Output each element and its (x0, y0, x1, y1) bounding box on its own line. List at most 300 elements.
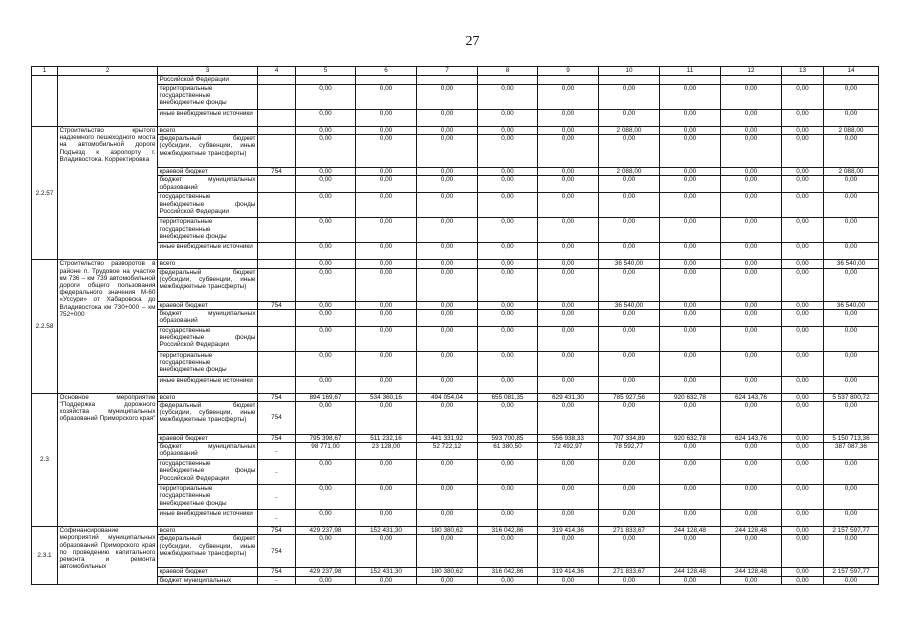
amount-cell: 2 157 597,77 (824, 527, 879, 535)
amount-cell: 0,00 (824, 135, 879, 168)
amount-cell: 0,00 (660, 485, 721, 510)
amount-cell: 0,00 (599, 460, 660, 485)
amount-cell: 0,00 (538, 309, 599, 326)
amount-cell: 316 042,86 (478, 527, 538, 535)
amount-cell: 0,00 (824, 485, 879, 510)
amount-cell: 0,00 (296, 135, 356, 168)
amount-cell: 0,00 (296, 301, 356, 309)
column-number-2: 2 (58, 67, 158, 76)
amount-cell: 0,00 (417, 301, 478, 309)
amount-cell: 0,00 (356, 218, 417, 243)
amount-cell: 556 938,33 (538, 435, 599, 443)
amount-cell: 0,00 (782, 168, 824, 176)
amount-cell: 0,00 (782, 193, 824, 218)
amount-cell: 0,00 (721, 193, 782, 218)
amount-cell: 0,00 (599, 576, 660, 584)
amount-cell: 0,00 (782, 443, 824, 460)
amount-cell: 0,00 (660, 402, 721, 435)
column-number-row (32, 67, 879, 76)
budget-code: 754 (258, 535, 296, 568)
table-row (32, 218, 879, 243)
budget-code (258, 218, 296, 243)
amount-cell: 0,00 (478, 309, 538, 326)
amount-cell: 0,00 (538, 326, 599, 351)
table-row (32, 510, 879, 527)
amount-cell: 0,00 (782, 376, 824, 393)
amount-cell: 0,00 (538, 260, 599, 268)
amount-cell: 0,00 (721, 176, 782, 193)
amount-cell: 0,00 (296, 402, 356, 435)
amount-cell: 0,00 (538, 110, 599, 127)
amount-cell: 0,00 (599, 193, 660, 218)
amount-cell: 0,00 (660, 260, 721, 268)
amount-cell: 0,00 (660, 535, 721, 568)
amount-cell: 0,00 (296, 168, 356, 176)
budget-code: - (258, 510, 296, 527)
budget-code (258, 176, 296, 193)
column-number-13: 13 (782, 67, 824, 76)
amount-cell: 0,00 (296, 85, 356, 110)
amount-cell: 0,00 (824, 376, 879, 393)
amount-cell: 0,00 (721, 260, 782, 268)
amount-cell: 0,00 (538, 243, 599, 260)
amount-cell: 316 042,86 (478, 568, 538, 576)
funding-source: иные внебюджетные источники (158, 243, 258, 260)
amount-cell: 0,00 (538, 135, 599, 168)
table-row (32, 443, 879, 460)
item-title: Основное мероприятие "Поддержка дорожного хозяйства муниципальных образований Приморского края" (58, 393, 158, 526)
amount-cell: 0,00 (721, 510, 782, 527)
amount-cell: 2 088,00 (599, 168, 660, 176)
amount-cell: 0,00 (721, 576, 782, 584)
amount-cell: 624 143,76 (721, 393, 782, 401)
table-row (32, 351, 879, 376)
amount-cell: 0,00 (824, 110, 879, 127)
amount-cell: 0,00 (538, 376, 599, 393)
funding-source: федеральный бюджет (субсидии, субвенции, иные межбюджетные трансферты) (158, 135, 258, 168)
amount-cell: 0,00 (782, 576, 824, 584)
funding-source: всего (158, 260, 258, 268)
amount-cell: 494 054,04 (417, 393, 478, 401)
amount-cell: 0,00 (478, 110, 538, 127)
amount-cell: 0,00 (721, 127, 782, 135)
page-number: 27 (465, 34, 480, 49)
amount-cell: 0,00 (782, 85, 824, 110)
funding-source: территориальные государственные внебюджетные фонды (158, 351, 258, 376)
amount-cell: 36 540,00 (824, 260, 879, 268)
amount-cell: 0,00 (417, 260, 478, 268)
amount-cell: 0,00 (660, 243, 721, 260)
amount-cell: 0,00 (478, 176, 538, 193)
column-number-10: 10 (599, 67, 660, 76)
amount-cell: 0,00 (782, 393, 824, 401)
table-row (32, 85, 879, 110)
amount-cell: 0,00 (478, 402, 538, 435)
amount-cell: 0,00 (478, 510, 538, 527)
item-number: 2.2.58 (32, 260, 58, 393)
funding-source: краевой бюджет (158, 435, 258, 443)
budget-code (258, 76, 296, 85)
amount-cell: 2 157 597,77 (824, 568, 879, 576)
amount-cell: 0,00 (356, 460, 417, 485)
amount-cell: 61 380,50 (478, 443, 538, 460)
amount-cell: 593 700,85 (478, 435, 538, 443)
amount-cell: 0,00 (599, 243, 660, 260)
amount-cell: 0,00 (417, 576, 478, 584)
amount-cell: 0,00 (782, 351, 824, 376)
amount-cell: 98 771,00 (296, 443, 356, 460)
budget-code: 754 (258, 568, 296, 576)
table-row (32, 568, 879, 576)
amount-cell: 0,00 (478, 168, 538, 176)
budget-code (258, 110, 296, 127)
amount-cell: 0,00 (538, 168, 599, 176)
amount-cell: 0,00 (296, 260, 356, 268)
amount-cell: 0,00 (296, 309, 356, 326)
amount-cell: 0,00 (417, 460, 478, 485)
amount-cell: 0,00 (356, 85, 417, 110)
budget-code: - (258, 576, 296, 584)
budget-code (258, 193, 296, 218)
amount-cell: 0,00 (356, 168, 417, 176)
amount-cell: 0,00 (478, 127, 538, 135)
column-number-7: 7 (417, 67, 478, 76)
amount-cell: 0,00 (538, 218, 599, 243)
amount-cell: 0,00 (599, 326, 660, 351)
amount-cell: 0,00 (296, 460, 356, 485)
amount-cell: 0,00 (417, 168, 478, 176)
amount-cell: 0,00 (660, 460, 721, 485)
amount-cell: 244 128,48 (660, 568, 721, 576)
budget-code: 754 (258, 393, 296, 401)
amount-cell (538, 76, 599, 85)
amount-cell: 0,00 (660, 110, 721, 127)
table-row (32, 376, 879, 393)
amount-cell: 0,00 (356, 510, 417, 527)
amount-cell: 0,00 (296, 485, 356, 510)
amount-cell: 387 087,36 (824, 443, 879, 460)
table-row (32, 76, 879, 85)
amount-cell: 36 540,00 (824, 301, 879, 309)
table-row (32, 309, 879, 326)
item-title: Софинансирование мероприятий муниципальных образований Приморского края по проведению капитального ремонта и ремонта автомобильных (58, 527, 158, 585)
amount-cell: 0,00 (824, 576, 879, 584)
amount-cell: 0,00 (538, 301, 599, 309)
amount-cell: 0,00 (599, 376, 660, 393)
funding-source: бюджет муниципальных образований (158, 309, 258, 326)
funding-source: бюджет муниципальных (158, 576, 258, 584)
budget-code: - (258, 485, 296, 510)
amount-cell: 0,00 (296, 218, 356, 243)
amount-cell: 0,00 (296, 176, 356, 193)
item-number (32, 76, 58, 127)
amount-cell: 0,00 (296, 351, 356, 376)
amount-cell: 0,00 (478, 135, 538, 168)
amount-cell: 0,00 (417, 351, 478, 376)
amount-cell: 0,00 (824, 193, 879, 218)
amount-cell: 0,00 (782, 485, 824, 510)
amount-cell: 0,00 (660, 351, 721, 376)
item-title (58, 76, 158, 127)
amount-cell: 0,00 (356, 351, 417, 376)
funding-source: всего (158, 393, 258, 401)
column-number-9: 9 (538, 67, 599, 76)
amount-cell: 0,00 (417, 193, 478, 218)
budget-code (258, 351, 296, 376)
amount-cell: 0,00 (782, 110, 824, 127)
amount-cell: 0,00 (356, 243, 417, 260)
amount-cell: 0,00 (356, 301, 417, 309)
amount-cell: 0,00 (599, 218, 660, 243)
amount-cell: 0,00 (356, 535, 417, 568)
amount-cell: 180 380,62 (417, 527, 478, 535)
amount-cell: 920 632,78 (660, 393, 721, 401)
amount-cell: 0,00 (356, 309, 417, 326)
amount-cell: 271 833,67 (599, 527, 660, 535)
budget-table (31, 66, 879, 585)
amount-cell: 0,00 (721, 168, 782, 176)
amount-cell: 0,00 (782, 260, 824, 268)
amount-cell: 0,00 (660, 443, 721, 460)
amount-cell: 0,00 (417, 402, 478, 435)
budget-code (258, 268, 296, 301)
amount-cell: 0,00 (721, 376, 782, 393)
amount-cell: 0,00 (599, 110, 660, 127)
amount-cell: 36 540,00 (599, 260, 660, 268)
column-number-1: 1 (32, 67, 58, 76)
amount-cell: 0,00 (721, 135, 782, 168)
amount-cell: 0,00 (417, 268, 478, 301)
amount-cell: 319 414,36 (538, 527, 599, 535)
amount-cell: 0,00 (660, 326, 721, 351)
column-number-6: 6 (356, 67, 417, 76)
amount-cell: 0,00 (538, 402, 599, 435)
amount-cell (782, 76, 824, 85)
amount-cell: 0,00 (782, 527, 824, 535)
funding-source: иные внебюджетные источники (158, 110, 258, 127)
amount-cell: 0,00 (478, 243, 538, 260)
amount-cell: 36 540,00 (599, 301, 660, 309)
amount-cell: 0,00 (538, 460, 599, 485)
funding-source: государственные внебюджетные фонды Российской Федерации (158, 460, 258, 485)
amount-cell: 0,00 (417, 110, 478, 127)
amount-cell: 0,00 (782, 309, 824, 326)
funding-source: всего (158, 527, 258, 535)
amount-cell: 0,00 (660, 576, 721, 584)
amount-cell: 0,00 (660, 193, 721, 218)
amount-cell: 0,00 (296, 535, 356, 568)
column-number-5: 5 (296, 67, 356, 76)
amount-cell: 0,00 (356, 402, 417, 435)
item-number: 2.3 (32, 393, 58, 526)
funding-source: территориальные государственные внебюджетные фонды (158, 218, 258, 243)
amount-cell: 0,00 (599, 485, 660, 510)
table-row (32, 485, 879, 510)
amount-cell: 0,00 (660, 301, 721, 309)
funding-source: краевой бюджет (158, 168, 258, 176)
table-row (32, 110, 879, 127)
funding-source: государственные внебюджетные фонды Российской Федерации (158, 326, 258, 351)
amount-cell: 0,00 (824, 243, 879, 260)
amount-cell: 0,00 (721, 110, 782, 127)
amount-cell: 0,00 (782, 135, 824, 168)
budget-code (258, 135, 296, 168)
column-number-14: 14 (824, 67, 879, 76)
amount-cell: 72 492,97 (538, 443, 599, 460)
amount-cell: 0,00 (824, 460, 879, 485)
table-row (32, 402, 879, 435)
amount-cell: 0,00 (538, 268, 599, 301)
amount-cell: 0,00 (721, 301, 782, 309)
funding-source: иные внебюджетные источники (158, 376, 258, 393)
amount-cell: 0,00 (824, 510, 879, 527)
table-row (32, 268, 879, 301)
amount-cell: 0,00 (538, 535, 599, 568)
budget-code (258, 309, 296, 326)
amount-cell: 0,00 (599, 309, 660, 326)
item-number: 2.2.57 (32, 127, 58, 260)
amount-cell: 0,00 (296, 110, 356, 127)
column-number-11: 11 (660, 67, 721, 76)
amount-cell: 23 128,00 (356, 443, 417, 460)
budget-code (258, 376, 296, 393)
amount-cell: 0,00 (417, 243, 478, 260)
amount-cell: 0,00 (538, 351, 599, 376)
amount-cell: 0,00 (356, 268, 417, 301)
amount-cell: 0,00 (782, 435, 824, 443)
amount-cell: 0,00 (824, 326, 879, 351)
amount-cell (356, 76, 417, 85)
amount-cell: 0,00 (478, 301, 538, 309)
amount-cell: 5 150 713,36 (824, 435, 879, 443)
amount-cell: 785 927,56 (599, 393, 660, 401)
amount-cell: 0,00 (782, 402, 824, 435)
amount-cell: 0,00 (356, 110, 417, 127)
budget-code (258, 326, 296, 351)
amount-cell: 0,00 (417, 176, 478, 193)
amount-cell: 429 237,98 (296, 527, 356, 535)
amount-cell: 271 833,67 (599, 568, 660, 576)
amount-cell: 0,00 (356, 193, 417, 218)
amount-cell: 0,00 (721, 351, 782, 376)
amount-cell: 0,00 (296, 268, 356, 301)
amount-cell: 894 169,67 (296, 393, 356, 401)
amount-cell: 0,00 (721, 485, 782, 510)
amount-cell: 0,00 (782, 568, 824, 576)
amount-cell: 629 431,30 (538, 393, 599, 401)
amount-cell: 0,00 (824, 309, 879, 326)
amount-cell: 0,00 (782, 176, 824, 193)
budget-code: 754 (258, 402, 296, 435)
amount-cell: 920 632,78 (660, 435, 721, 443)
amount-cell: 707 334,89 (599, 435, 660, 443)
amount-cell: 0,00 (721, 535, 782, 568)
budget-code: 754 (258, 168, 296, 176)
amount-cell (478, 76, 538, 85)
budget-code: 754 (258, 301, 296, 309)
amount-cell (721, 76, 782, 85)
amount-cell: 78 592,77 (599, 443, 660, 460)
amount-cell: 0,00 (296, 510, 356, 527)
table-row (32, 176, 879, 193)
table-row (32, 127, 879, 135)
budget-code (258, 260, 296, 268)
funding-source: территориальные государственные внебюджетные фонды (158, 485, 258, 510)
amount-cell: 2 088,00 (824, 168, 879, 176)
amount-cell: 180 380,62 (417, 568, 478, 576)
amount-cell (599, 76, 660, 85)
amount-cell: 52 722,12 (417, 443, 478, 460)
table-row (32, 535, 879, 568)
amount-cell: 655 081,35 (478, 393, 538, 401)
amount-cell: 0,00 (538, 510, 599, 527)
amount-cell: 0,00 (721, 402, 782, 435)
amount-cell: 0,00 (660, 85, 721, 110)
amount-cell: 0,00 (660, 176, 721, 193)
amount-cell: 0,00 (782, 510, 824, 527)
amount-cell: 152 431,30 (356, 568, 417, 576)
column-number-3: 3 (158, 67, 258, 76)
table-row (32, 260, 879, 268)
amount-cell: 0,00 (721, 243, 782, 260)
funding-source: федеральный бюджет (субсидии, субвенции, иные межбюджетные трансферты) (158, 535, 258, 568)
amount-cell: 0,00 (417, 376, 478, 393)
amount-cell: 441 331,92 (417, 435, 478, 443)
amount-cell: 0,00 (538, 193, 599, 218)
amount-cell: 795 398,67 (296, 435, 356, 443)
table-row (32, 301, 879, 309)
amount-cell: 0,00 (478, 260, 538, 268)
amount-cell: 0,00 (538, 85, 599, 110)
budget-code: - (258, 443, 296, 460)
budget-code (258, 243, 296, 260)
budget-table-body (32, 67, 879, 585)
amount-cell: 0,00 (824, 402, 879, 435)
amount-cell: 0,00 (296, 576, 356, 584)
amount-cell: 0,00 (478, 576, 538, 584)
amount-cell (824, 76, 879, 85)
amount-cell: 0,00 (296, 193, 356, 218)
amount-cell: 0,00 (478, 85, 538, 110)
table-row (32, 393, 879, 401)
table-row (32, 326, 879, 351)
amount-cell: 0,00 (824, 351, 879, 376)
amount-cell: 0,00 (721, 218, 782, 243)
budget-code: 754 (258, 527, 296, 535)
amount-cell: 0,00 (356, 576, 417, 584)
amount-cell: 0,00 (478, 351, 538, 376)
amount-cell (417, 76, 478, 85)
amount-cell: 0,00 (356, 176, 417, 193)
table-row (32, 168, 879, 176)
table-row (32, 460, 879, 485)
amount-cell: 0,00 (782, 535, 824, 568)
funding-source: федеральный бюджет (субсидии, субвенции, иные межбюджетные трансферты) (158, 402, 258, 435)
amount-cell: 5 537 800,72 (824, 393, 879, 401)
amount-cell: 244 128,48 (721, 568, 782, 576)
amount-cell: 0,00 (478, 326, 538, 351)
budget-code (258, 85, 296, 110)
budget-code (258, 127, 296, 135)
amount-cell: 0,00 (782, 301, 824, 309)
amount-cell: 0,00 (599, 351, 660, 376)
amount-cell: 0,00 (356, 127, 417, 135)
item-title: Строительство разворотов в районе п. Трудовое на участке км 736 – км 739 автомобильной дороги общего пользования федерального значения М-60 «Уссури» от Хабаровска до Владивостока км 730+000 – км 752+000 (58, 260, 158, 393)
amount-cell: 0,00 (599, 135, 660, 168)
amount-cell: 0,00 (599, 85, 660, 110)
amount-cell: 0,00 (660, 168, 721, 176)
amount-cell: 0,00 (356, 326, 417, 351)
